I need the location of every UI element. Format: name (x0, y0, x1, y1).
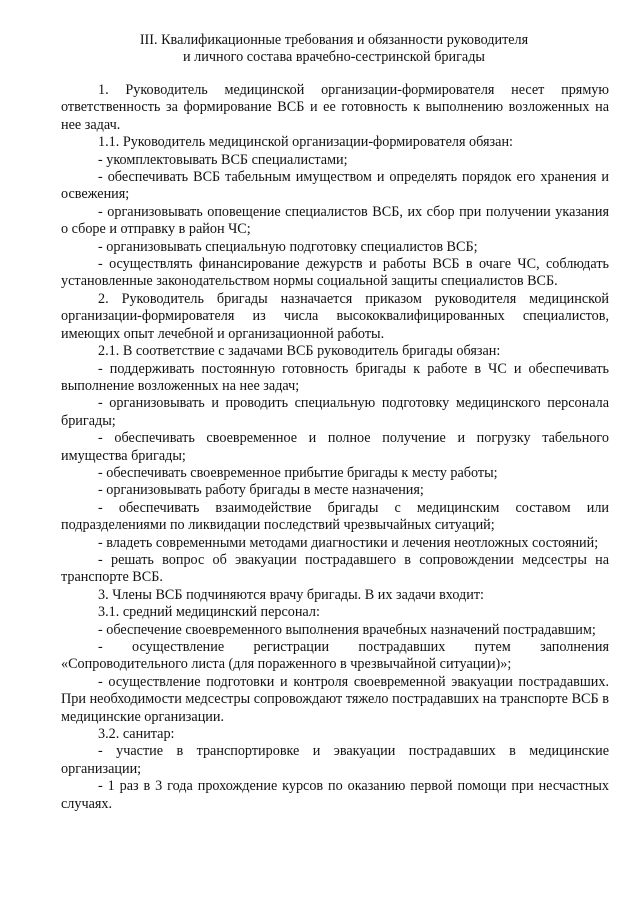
list-item: - участие в транспортировке и эвакуации пострадавших в медицинские организации; (61, 743, 609, 777)
paragraph-2: 2. Руководитель бригады назначается приказом руководителя медицинской организации-формирователя из числа высококвалифицированных специалистов, имеющих опыт лечебной и организационной работы. (61, 290, 609, 342)
paragraph-3: 3. Члены ВСБ подчиняются врачу бригады. В их задачи входит: (98, 586, 484, 603)
list-item: - решать вопрос об эвакуации пострадавшего в сопровождении медсестры на транспорте ВСБ. (61, 551, 609, 586)
paragraph-3-2: 3.2. санитар: (98, 726, 175, 743)
list-item: - обеспечивать взаимодействие бригады с медицинским составом или подразделениями по ликвидации последствий чрезвычайных ситуаций; (61, 499, 609, 534)
list-item: - обеспечивать ВСБ табельным имуществом и определять порядок его хранения и освежения; (61, 169, 609, 203)
section-title (60, 32, 608, 66)
list-item: - 1 раз в 3 года прохождение курсов по оказанию первой помощи при несчастных случаях. (61, 778, 609, 812)
list-item: - обеспечение своевременного выполнения врачебных назначений пострадавшим; (98, 621, 596, 638)
document-body (61, 82, 609, 813)
list-item: - осуществлять финансирование дежурств и работы ВСБ в очаге ЧС, соблюдать установленные законодательством нормы социальной защиты специалистов ВСБ. (61, 256, 609, 290)
list-item: - обеспечивать своевременное прибытие бригады к месту работы; (98, 464, 498, 481)
list-item: - осуществление регистрации пострадавших путем заполнения «Сопроводительного листа (для пораженного в чрезвычайной ситуации)»; (61, 639, 609, 673)
list-item: - владеть современными методами диагностики и лечения неотложных состояний; (98, 534, 599, 551)
paragraph-1-1: 1.1. Руководитель медицинской организации-формирователя обязан: (98, 134, 513, 151)
section-title-line-2: и личного состава врачебно-сестринской бригады (183, 49, 485, 65)
list-item: - организовывать специальную подготовку специалистов ВСБ; (98, 238, 478, 255)
list-item: - осуществление подготовки и контроля своевременной эвакуации пострадавших. При необходимости медсестры сопровождают тяжело пострадавших на транспорте ВСБ в медицинские организации. (61, 673, 609, 725)
list-item: - укомплектовывать ВСБ специалистами; (98, 151, 348, 168)
list-item: - организовывать оповещение специалистов ВСБ, их сбор при получении указания о сборе и отправку в район ЧС; (61, 203, 609, 238)
paragraph-2-1: 2.1. В соответствие с задачами ВСБ руководитель бригады обязан: (98, 343, 501, 360)
list-item: - организовывать работу бригады в месте назначения; (98, 482, 424, 499)
paragraph-3-1: 3.1. средний медицинский персонал: (98, 604, 320, 621)
list-item: - организовывать и проводить специальную подготовку медицинского персонала бригады; (61, 395, 609, 429)
section-title-line-1: III. Квалификационные требования и обязанности руководителя (139, 32, 529, 48)
list-item: - обеспечивать своевременное и полное получение и погрузку табельного имущества бригады; (61, 430, 609, 464)
paragraph-1: 1. Руководитель медицинской организации-формирователя несет прямую ответственность за формирование ВСБ и ее готовность к выполнению возложенных на нее задач. (61, 82, 609, 133)
list-item: - поддерживать постоянную готовность бригады к работе в ЧС и обеспечивать выполнение возложенных на нее задач; (61, 360, 609, 394)
